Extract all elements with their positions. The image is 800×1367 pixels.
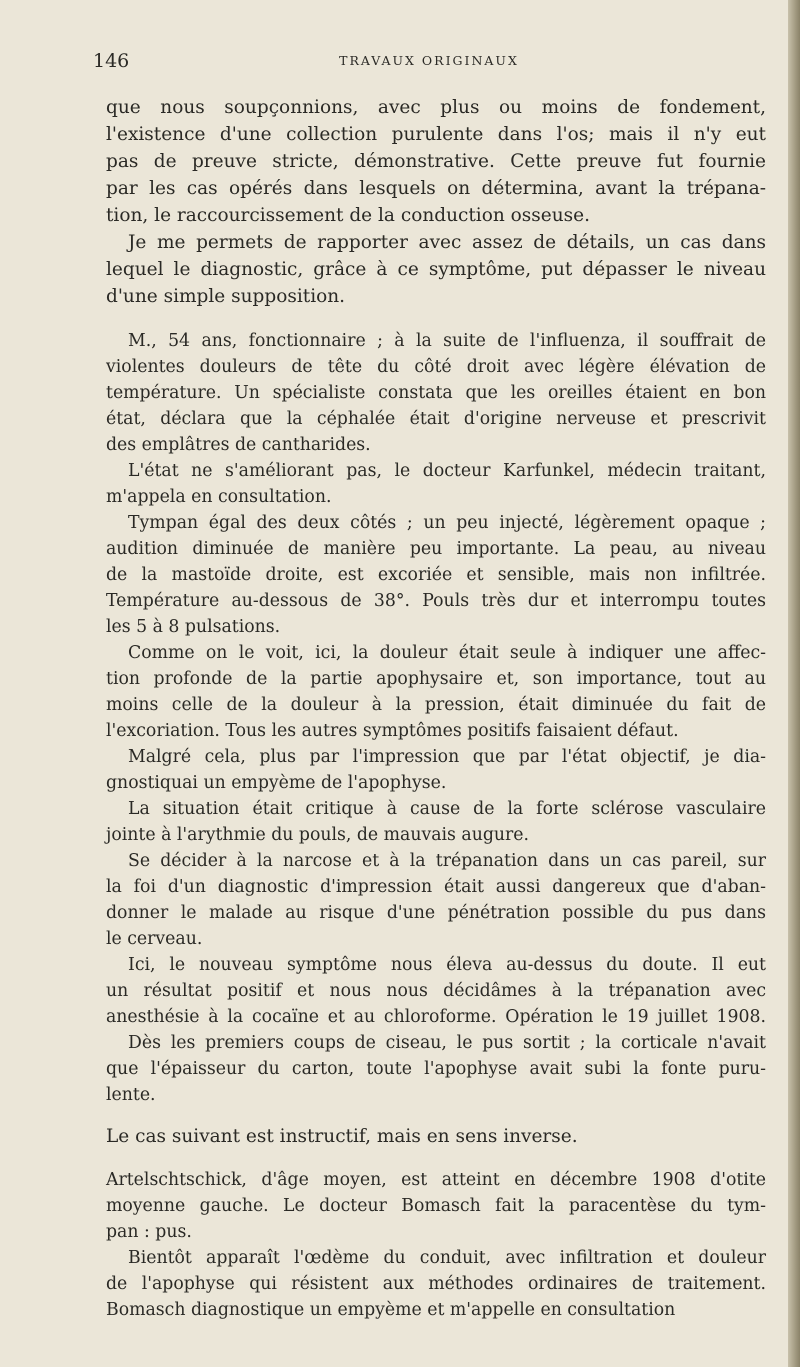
text-line: Le cas suivant est instructif, mais en sens inverse. <box>106 1126 578 1147</box>
text-line: les 5 à 8 pulsations. <box>106 617 281 637</box>
text-line: Je me permets de rapporter avec assez de détails, un cas dans <box>128 232 766 253</box>
text-line: d'une simple supposition. <box>106 286 346 307</box>
running-head: TRAVAUX ORIGINAUX <box>339 53 519 68</box>
text-line: de l'apophyse qui résistent aux méthodes ordinaires de traitement. <box>106 1274 766 1294</box>
text-line: Se décider à la narcose et à la trépanation dans un cas pareil, sur <box>128 851 766 871</box>
text-line: un résultat positif et nous nous décidâmes à la trépanation avec <box>106 981 766 1001</box>
text-line: gnostiquai un empyème de l'apophyse. <box>106 773 447 793</box>
text-line: état, déclara que la céphalée était d'origine nerveuse et prescrivit <box>106 409 766 429</box>
text-line: moins celle de la douleur à la pression, était diminuée du fait de <box>106 695 766 715</box>
text-line: l'existence d'une collection purulente dans l'os; mais il n'y eut <box>106 124 766 145</box>
text-line: Tympan égal des deux côtés ; un peu injecté, légèrement opaque ; <box>128 513 766 533</box>
text-line: La situation était critique à cause de la forte sclérose vasculaire <box>128 799 766 819</box>
text-line: M., 54 ans, fonctionnaire ; à la suite de l'influenza, il souffrait de <box>128 331 766 351</box>
text-line: température. Un spécialiste constata que les oreilles étaient en bon <box>106 383 766 403</box>
page-edge <box>788 0 800 1367</box>
text-line: le cerveau. <box>106 929 203 949</box>
text-line: anesthésie à la cocaïne et au chloroforme. Opération le 19 juillet 1908. <box>106 1007 766 1027</box>
opening-paragraphs <box>106 94 766 310</box>
text-line: Artelschtschick, d'âge moyen, est atteint en décembre 1908 d'otite <box>106 1170 766 1190</box>
text-line: pas de preuve stricte, démonstrative. Cette preuve fut fournie <box>106 151 766 172</box>
text-line: donner le malade au risque d'une pénétration possible du pus dans <box>106 903 766 923</box>
text-line: Dès les premiers coups de ciseau, le pus sortit ; la corticale n'avait <box>128 1033 766 1053</box>
text-line: audition diminuée de manière peu importante. La peau, au niveau <box>106 539 766 559</box>
text-line: Comme on le voit, ici, la douleur était seule à indiquer une affec- <box>128 643 766 663</box>
text-line: L'état ne s'améliorant pas, le docteur Karfunkel, médecin traitant, <box>128 461 766 481</box>
text-line: la foi d'un diagnostic d'impression était aussi dangereux que d'aban- <box>106 877 766 897</box>
page-number: 146 <box>93 50 130 72</box>
text-line: lequel le diagnostic, grâce à ce symptôme, put dépasser le niveau <box>106 259 766 280</box>
text-line: violentes douleurs de tête du côté droit avec légère élévation de <box>106 357 766 377</box>
text-line: jointe à l'arythmie du pouls, de mauvais augure. <box>106 825 530 845</box>
text-line: Ici, le nouveau symptôme nous éleva au-dessus du doute. Il eut <box>128 955 766 975</box>
text-line: lente. <box>106 1085 156 1105</box>
transition-paragraph <box>106 1123 766 1150</box>
text-line: moyenne gauche. Le docteur Bomasch fait la paracentèse du tym- <box>106 1196 766 1216</box>
text-line: Température au-dessous de 38°. Pouls très dur et interrompu toutes <box>106 591 766 611</box>
text-line: m'appela en consultation. <box>106 487 332 507</box>
text-line: de la mastoïde droite, est excoriée et sensible, mais non infiltrée. <box>106 565 766 585</box>
text-line: pan : pus. <box>106 1222 192 1242</box>
text-line: Bientôt apparaît l'œdème du conduit, avec infiltration et douleur <box>128 1248 766 1268</box>
page-body <box>106 94 766 1323</box>
text-line: que nous soupçonnions, avec plus ou moins de fondement, <box>106 97 766 118</box>
text-line: tion profonde de la partie apophysaire et, son importance, tout au <box>106 669 766 689</box>
text-line: des emplâtres de cantharides. <box>106 435 371 455</box>
text-line: que l'épaisseur du carton, toute l'apophyse avait subi la fonte puru- <box>106 1059 766 1079</box>
text-line: Malgré cela, plus par l'impression que par l'état objectif, je dia- <box>128 747 766 767</box>
text-line: l'excoriation. Tous les autres symptômes positifs faisaient défaut. <box>106 721 679 741</box>
text-line: par les cas opérés dans lesquels on détermina, avant la trépana- <box>106 178 766 199</box>
page-header <box>93 50 765 74</box>
text-line: Bomasch diagnostique un empyème et m'appelle en consultation <box>106 1300 676 1320</box>
case-report-one <box>106 328 766 1108</box>
text-line: tion, le raccourcissement de la conduction osseuse. <box>106 205 590 226</box>
case-report-two <box>106 1167 766 1323</box>
